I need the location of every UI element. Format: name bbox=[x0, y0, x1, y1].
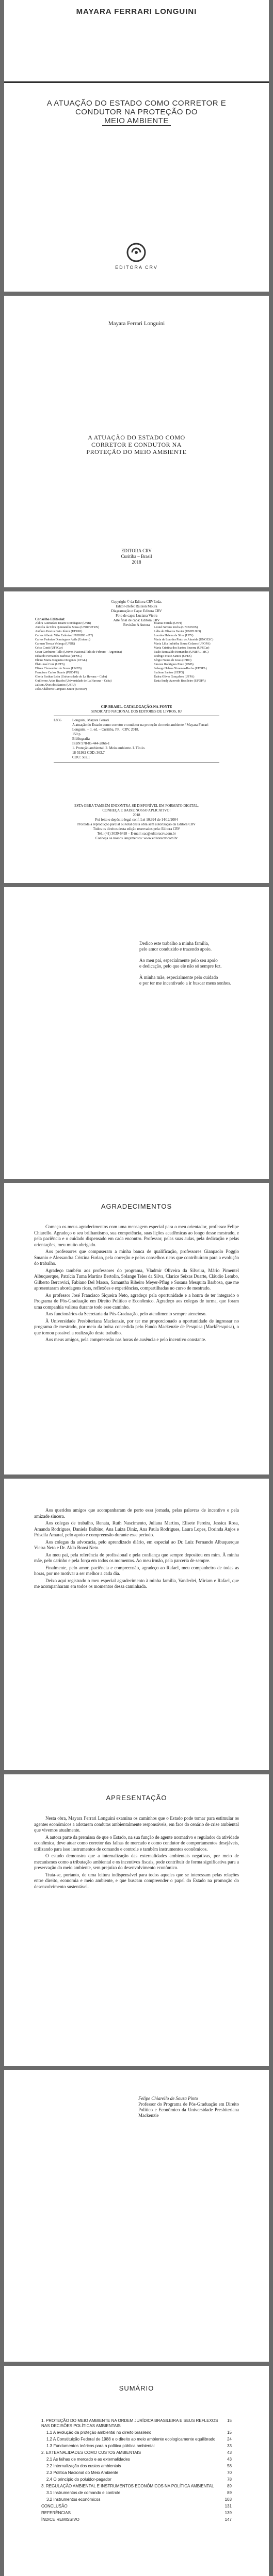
presentation-signoff-page bbox=[4, 2070, 269, 2362]
board-member-name: Antônio Pereira Gaio Júnior (UFRRJ) bbox=[35, 630, 83, 633]
signoff-role: Professor do Programa de Pós-Graduação em Direito Político e Econômico da Universidade Presbiteriana Mackenzie bbox=[138, 2102, 239, 2118]
presentation-paragraph: A autora parte da premissa de que o Estado, na sua função de agente normativo e regulador da atividade econômica, deve atuar como corretor das falhas de mercado e como condutor de comportamentos desejáveis, utilizando para isso instrumentos de comando e controle e também instrumentos econômicos. bbox=[34, 1834, 239, 1852]
board-member bbox=[154, 675, 242, 679]
board-member-name: Sérgio Nunes de Jesus (IFRO) bbox=[154, 659, 191, 662]
board-member-name: Celso Conti (UFSCar) bbox=[35, 647, 63, 650]
dedication-line: pelo amor conduzido e trazendo apoio. bbox=[139, 946, 212, 952]
summary-item-label: 3.1 Instrumentos de comando e controle bbox=[46, 2490, 121, 2495]
acknowledgement-paragraph: Ao meu pai, pela referência de profissional e pela confiança que sempre depositou em mim. À minha mãe, pelo carinho e pela força em todos os momentos. Ao meu irmão, pela parceria de sempre. bbox=[34, 1552, 239, 1563]
board-member-name: Jailson Alves dos Santos (UFRJ) bbox=[35, 684, 76, 687]
summary-item-label: 1.1 A evolução da proteção ambiental no direito brasileiro bbox=[46, 2430, 152, 2435]
board-member bbox=[154, 650, 242, 654]
board-right bbox=[154, 621, 242, 683]
cip-line: Bibliografia bbox=[72, 737, 90, 741]
board-member bbox=[154, 671, 242, 675]
copyright-foot bbox=[4, 804, 269, 841]
board-member-name: Leonel Severo Rocha (UNISINOS) bbox=[154, 626, 198, 629]
board-member-name: Elione Maria Nogueira Diogenes (UFAL) bbox=[35, 659, 87, 662]
board-member bbox=[35, 667, 123, 671]
board-member-name: Josania Portela (UFPI) bbox=[154, 622, 182, 625]
publisher-name: EDITORA CRV bbox=[121, 548, 152, 553]
summary-item-label: ÍNDICE REMISSIVO bbox=[41, 2517, 79, 2522]
board-member-name: Andréia da Silva Quintanilha Sousa (UNIR/UFRN) bbox=[35, 626, 99, 629]
publisher-city: Curitiba – Brasil bbox=[121, 554, 152, 559]
summary-item bbox=[41, 2464, 232, 2469]
summary-item-page: 89 bbox=[227, 2484, 232, 2488]
cip-block bbox=[54, 705, 219, 762]
board-member bbox=[154, 646, 242, 650]
summary-item-page: 58 bbox=[227, 2464, 232, 2468]
board-member-name: Guillermo Arias Beatón (Universidade de La Havana – Cuba) bbox=[35, 680, 112, 683]
dedication-line: À minha mãe, especialmente pelo cuidado bbox=[139, 975, 218, 980]
summary-item-page: 139 bbox=[224, 2511, 232, 2515]
summary-heading: SUMÁRIO bbox=[119, 2384, 154, 2392]
copyright-line: Editor-chefe: Railson Moura bbox=[116, 604, 157, 608]
summary-item-label: 1.2 A Constituição Federal de 1988 e o direito ao meio ambiente ecologicamente equilibrado bbox=[46, 2437, 216, 2442]
acknowledgement-paragraph: Aos meus amigos, pela compreensão nas horas de ausência e pelo incentivo constante. bbox=[45, 1337, 206, 1342]
cover-divider bbox=[4, 81, 269, 83]
copyright-foot-line: 2018 bbox=[133, 813, 140, 817]
board-member-name: João Adalberto Campato Junior (UNESP) bbox=[35, 688, 87, 691]
summary-item bbox=[41, 2470, 232, 2476]
summary-item bbox=[41, 2418, 232, 2429]
board-member bbox=[35, 671, 123, 675]
presentation-body bbox=[34, 1816, 239, 1891]
dedication-line: e dedicação, pelo que ele não só sempre fez. bbox=[139, 963, 222, 969]
acknowledgements-continued-page bbox=[4, 1479, 269, 1770]
copyright-foot-line: CONHEÇA E BAIXE NOSSO APLICATIVO! bbox=[102, 808, 171, 812]
summary-item bbox=[41, 2457, 232, 2462]
summary-item-page: 103 bbox=[224, 2497, 232, 2502]
title-page-author: Mayara Ferrari Longuini bbox=[108, 320, 165, 327]
summary-item-page: 78 bbox=[227, 2477, 232, 2482]
board-member-name: Eduardo Fernandes Barbosa (UFMG) bbox=[35, 655, 82, 658]
summary-item bbox=[41, 2484, 232, 2489]
summary-item bbox=[41, 2517, 232, 2522]
cover-title-line-3: MEIO AMBIENTE bbox=[102, 116, 171, 126]
summary-item bbox=[41, 2477, 232, 2482]
board-member-name: Maria Cristina dos Santos Bezerra (UFSCar) bbox=[154, 647, 210, 650]
cip-sub: SINDICATO NACIONAL DOS EDITORES DE LIVROS, RJ bbox=[91, 709, 182, 714]
summary-item-label: REFERÊNCIAS bbox=[41, 2511, 71, 2515]
summary-item-label: 2.1 As falhas de mercado e as externalidades bbox=[46, 2457, 130, 2462]
presentation-paragraph: Nesta obra, Mayara Ferrari Longuini examina os caminhos que o Estado pode tomar para estimular os agentes econômicos a adotarem condutas ambientalmente responsáveis, em face do cenário de crise ambiental que vivemos atualmente. bbox=[34, 1816, 239, 1833]
acknowledgement-paragraph: Deixo aqui registrado o meu especial agradecimento à minha família, Vanderlei, Miriam e Rafael, que me acompanharam em todos os momentos dessa caminhada. bbox=[34, 1578, 239, 1589]
dedication-line bbox=[139, 969, 250, 975]
title-line-1: A ATUAÇÃO DO ESTADO COMO bbox=[88, 434, 185, 441]
presentation-paragraph: Trata-se, portanto, de uma leitura indispensável para todos aqueles que se interessam pelas relações entre direito, economia e meio ambiente, e que buscam compreender o papel do Estado na promoção do desenvolvimento sustentável. bbox=[34, 1872, 239, 1889]
board-member-name: Rodrigo Pratte-Santos (UFES) bbox=[154, 655, 192, 658]
acknowledgement-paragraph: À Universidade Presbiteriana Mackenzie, por ter me proporcionado a oportunidade de ingressar no programa de mestrado, por meio da bolsa concedida pelo Fundo Mackenzie de Pesquisa (MackPesquisa), o que tornou possível a realização deste trabalho. bbox=[34, 1318, 239, 1335]
summary-item-page: 43 bbox=[227, 2457, 232, 2462]
acknowledgements-page bbox=[4, 1183, 269, 1475]
acknowledgements-continued-body bbox=[34, 1507, 239, 1591]
copyright-foot-line: Proibida a reprodução parcial ou total desta obra sem autorização da Editora CRV bbox=[77, 822, 196, 826]
board-member-name: Francisco Carlos Duarte (PUC-PR) bbox=[35, 671, 79, 674]
board-member bbox=[35, 687, 123, 691]
cip-body bbox=[72, 718, 219, 760]
copyright-line: Diagramação e Capa: Editora CRV bbox=[111, 609, 162, 613]
board-member-name: Élsio José Corá (UFFS) bbox=[35, 663, 65, 666]
summary-item-label: 3.2 Instrumentos econômicos bbox=[46, 2497, 101, 2502]
board-member bbox=[154, 625, 242, 630]
board-member-name: Carmen Tereza Velanga (UNIR) bbox=[35, 642, 75, 646]
acknowledgement-paragraph: Aos queridos amigos que acompanharam de perto essa jornada, pelas palavras de incentivo e pela amizade sincera. bbox=[34, 1507, 239, 1519]
title-line-3: PROTEÇÃO DO MEIO AMBIENTE bbox=[86, 448, 187, 455]
cip-line: ISBN 978-85-444-2866-1 bbox=[72, 741, 110, 745]
board-left bbox=[35, 621, 123, 691]
summary-item-page: 24 bbox=[227, 2437, 232, 2442]
board-member-name: Paulo Romualdo Hernandes (UNIFAL-MG) bbox=[154, 651, 209, 654]
cip-line: 1. Proteção ambiental. 2. Meio ambiente. I. Título. bbox=[72, 746, 146, 750]
cover-page bbox=[4, 0, 269, 292]
summary-item-page: 70 bbox=[227, 2470, 232, 2475]
board-member bbox=[35, 634, 123, 638]
publisher-logo-icon bbox=[126, 242, 147, 263]
title-page-title bbox=[51, 434, 222, 455]
acknowledgement-paragraph: Aos funcionários da Secretaria da Pós-Graduação, pelo atendimento sempre atencioso. bbox=[45, 1311, 207, 1316]
summary-item bbox=[41, 2430, 232, 2435]
board-member bbox=[154, 658, 242, 663]
summary-list bbox=[41, 2418, 232, 2524]
board-member bbox=[35, 650, 123, 654]
copyright-foot-line: Conheça os nossos lançamentos: www.editoracrv.com.br bbox=[95, 836, 178, 840]
board-member bbox=[35, 642, 123, 646]
cover-title-line-2: CONDUTOR NA PROTEÇÃO DO bbox=[75, 108, 198, 116]
cip-title: CIP-BRASIL. CATALOGAÇÃO-NA-FONTE bbox=[101, 705, 172, 709]
board-member-name: Tania Suely Azevedo Brasileiro (UFOPA) bbox=[154, 680, 206, 683]
board-member bbox=[154, 621, 242, 625]
summary-item-page: 131 bbox=[224, 2504, 232, 2509]
summary-item bbox=[41, 2511, 232, 2516]
board-member bbox=[35, 683, 123, 687]
copyright-foot-line: ESTA OBRA TAMBÉM ENCONTRA-SE DISPONÍVEL EM FORMATO DIGITAL. bbox=[74, 804, 199, 808]
copyright-line: Foto de capa: Luciana Vieira bbox=[116, 614, 157, 618]
dedication-line: Dedico este trabalho a minha família, bbox=[139, 941, 209, 946]
summary-page bbox=[4, 2366, 269, 2576]
board-member bbox=[154, 679, 242, 683]
title-line-2: CORRETOR E CONDUTOR NA bbox=[91, 441, 182, 448]
board-member-name: Tadeu Oliver Gonçalves (UFPA) bbox=[154, 675, 195, 679]
presentation-paragraph: O estudo demonstra que a internalização das externalidades ambientais negativas, por meio de mecanismos como a tributação ambiental e os incentivos fiscais, pode contribuir de forma significativa para a preservação do meio ambiente, sem prejuízo do desenvolvimento econômico. bbox=[34, 1853, 239, 1870]
board-member bbox=[154, 654, 242, 658]
board-member-name: Carlos Alberto Vilar Estêvão (UMINHO – PT) bbox=[35, 634, 93, 637]
publisher-year: 2018 bbox=[132, 560, 141, 565]
acknowledgement-paragraph: Começo os meus agradecimentos com uma mensagem especial para o meu orientador, professor Felipe Chiarello. Agradeço o seu brilhantismo, sua competência, suas lições acadêmicas ao longo desse mestrado, e pela paciência e o cuidado dispensado em cada encontro. Professor, pelas suas aulas, pela dedicação e pelas orientações, meu muito obrigado. bbox=[34, 1224, 239, 1247]
summary-item-page: 33 bbox=[227, 2444, 232, 2448]
copyright-foot-line: Tel.: (41) 3039-6418 – E-mail: sac@editoracrv.com.br bbox=[97, 832, 176, 836]
board-member bbox=[154, 634, 242, 638]
cip-line: CDU: 502.1 bbox=[72, 755, 90, 759]
board-member-name: Sydione Santos (UEPG) bbox=[154, 671, 184, 674]
dedication-line bbox=[139, 952, 250, 958]
summary-item-page: 147 bbox=[224, 2517, 232, 2522]
board-member-name: Lourdes Helena da Silva (UFV) bbox=[154, 634, 194, 637]
board-member-name: Cesar Gerónimo Tello (Univer. Nacional Três de Febrero – Argentina) bbox=[35, 651, 122, 654]
acknowledgement-paragraph: Aos colegas de trabalho, Renata, Ruth Nascimento, Juliana Martins, Elisete Pereira, Jessica Rosa, Amanda Rodrigues, Daniela Balbino, Ana Luiza Diniz, Ana Paula Rodrigues, Laura Lopes, Dorinda Anjos e Priscila Amaral, pelo apoio e compreensão durante esse período. bbox=[34, 1520, 239, 1537]
title-page bbox=[4, 296, 269, 587]
copyright-line: Arte final de capa: Editora CRV bbox=[113, 618, 160, 622]
copyright-foot-line: Todos os direitos desta edição reservados pela: Editora CRV bbox=[93, 827, 180, 831]
board-member bbox=[35, 675, 123, 679]
cip-line: Longuini, Mayara Ferrari bbox=[72, 718, 109, 722]
summary-item-page: 89 bbox=[227, 2490, 232, 2495]
dedication-text bbox=[139, 941, 250, 986]
board-member-name: Carlos Federico Dominguez Avila (Unieuro) bbox=[35, 638, 90, 641]
summary-item-label: 2.3 Política Nacional do Meio Ambiente bbox=[46, 2470, 119, 2475]
board-member bbox=[35, 654, 123, 658]
board-member bbox=[35, 625, 123, 630]
cip-code: L856 bbox=[54, 718, 61, 722]
acknowledgement-paragraph: Finalmente, pelo amor, paciência e compreensão, agradeço ao Rafael, meu companheiro de todas as horas, por me motivar a ser melhor a cada dia. bbox=[34, 1565, 239, 1576]
cip-line: 18-51992 CDD: 363.7 bbox=[72, 751, 105, 755]
board-member-name: Solange Helena Ximenes-Rocha (UFOPA) bbox=[154, 667, 207, 670]
board-member-name: Lídia de Oliveira Xavier (UNIEURO) bbox=[154, 630, 201, 633]
summary-item bbox=[41, 2444, 232, 2449]
board-title: Conselho Editorial: bbox=[35, 617, 66, 621]
board-member-name: Aldira Guimarães Duarte Domínguez (UNB) bbox=[35, 622, 91, 625]
summary-item bbox=[41, 2497, 232, 2502]
board-member bbox=[35, 658, 123, 663]
board-member bbox=[154, 630, 242, 634]
board-member bbox=[35, 638, 123, 642]
acknowledgement-paragraph: Aos professores que compuseram a minha banca de qualificação, professores Gianpaolo Poggio Smanio e Alessandra Cristina Furlan, pela correção e pelos conselhos ricos que contribuíram para a evolução do trabalho. bbox=[34, 1249, 239, 1266]
cover-title-line-1: A ATUAÇÃO DO ESTADO COMO CORRETOR E bbox=[46, 99, 227, 108]
title-page-publisher bbox=[4, 548, 269, 565]
board-member bbox=[35, 621, 123, 625]
board-member bbox=[35, 679, 123, 683]
cip-box bbox=[54, 716, 219, 762]
cover-title bbox=[25, 99, 248, 126]
acknowledgements-heading: AGRADECIMENTOS bbox=[101, 1202, 172, 1210]
board-member bbox=[35, 630, 123, 634]
summary-item-page: 43 bbox=[227, 2450, 232, 2455]
dedication-page bbox=[4, 887, 269, 1179]
board-member bbox=[154, 663, 242, 667]
dedication-line: e por ter me incentivado a ir buscar meus sonhos. bbox=[139, 980, 231, 986]
dedication-line: Ao meu pai, especialmente pelo seu apoio bbox=[139, 958, 218, 963]
board-member bbox=[154, 638, 242, 642]
board-member-name: Simone Rodrigues Pinto (UNB) bbox=[154, 663, 194, 666]
summary-item-label: CONCLUSÃO bbox=[41, 2504, 68, 2509]
summary-item-label: 1.3 Fundamentos teóricos para a política pública ambiental bbox=[46, 2444, 155, 2448]
acknowledgement-paragraph: Aos colegas da advocacia, pelo aprendizado diário, em especial ao Dr. Luiz Fernando Albuquerque Vieira Neto e Dr. Aldo Bonsi Neto. bbox=[34, 1539, 239, 1550]
summary-item bbox=[41, 2490, 232, 2496]
board-member bbox=[154, 642, 242, 646]
board-member bbox=[35, 646, 123, 650]
summary-item-label: 2.2 Internalização dos custos ambientais bbox=[46, 2464, 121, 2468]
summary-item-page: 15 bbox=[227, 2418, 232, 2423]
cip-line: A atuação do Estado como corretor e condutor na proteção do meio ambiente / Mayara Ferrari Longuini. – 1. ed. – Curitiba, PR : CRV, 2018. bbox=[72, 723, 208, 732]
summary-item bbox=[41, 2437, 232, 2442]
board-member bbox=[35, 663, 123, 667]
summary-item-label: 1. PROTEÇÃO DO MEIO AMBIENTE NA ORDEM JURÍDICA BRASILEIRA E SEUS REFLEXOS NAS DECISÕES POLÍTICAS AMBIENTAIS bbox=[41, 2418, 218, 2428]
cover-publisher: EDITORA CRV bbox=[115, 265, 158, 270]
acknowledgements-body bbox=[34, 1224, 239, 1344]
presentation-page bbox=[4, 1774, 269, 2066]
acknowledgement-paragraph: Agradeço também aos professores do programa, Vladmir Oliveira da Silveira, Mário Pimentel Albuquerque, Patrícia Tuma Martins Bertolin, Solange Teles da Silva, Clarice Seixas Duarte, Cláudio Lembo, Gilberto Bercovici, Fabiano Del Masso, Samantha Ribeiro Meyer-Pflug e Susana Mesquita Barbosa, que me apresentaram abordagens ricas, reflexões e experiências, compartilhadas no curso de mestrado. bbox=[34, 1267, 239, 1291]
presentation-heading: APRESENTAÇÃO bbox=[106, 1794, 167, 1802]
copyright-line: Revisão: A Autora bbox=[123, 623, 150, 627]
board-member-name: Elizeu Clementino de Souza (UNEB) bbox=[35, 667, 82, 670]
copyright-foot-line: Foi feito o depósito legal conf. Lei 10.994 de 14/12/2004 bbox=[95, 818, 178, 822]
signoff-name: Felipe Chiarello de Souza Pinto bbox=[138, 2096, 198, 2101]
summary-item-label: 2.4 O princípio do poluidor-pagador bbox=[46, 2477, 111, 2482]
presentation-signoff bbox=[138, 2096, 239, 2119]
summary-item-label: 3. REGULAÇÃO AMBIENTAL E INSTRUMENTOS ECONÔMICOS NA POLÍTICA AMBIENTAL bbox=[41, 2484, 214, 2488]
acknowledgement-paragraph: Ao professor José Francisco Siqueira Neto, agradeço pela oportunidade e a honra de ter integrado o Programa de Pós-Graduação em Direito Político e Econômico. Agradeço aos colegas de turma, que foram uma companhia valiosa durante todo esse caminho. bbox=[34, 1292, 239, 1310]
summary-item bbox=[41, 2450, 232, 2455]
board-member bbox=[154, 667, 242, 671]
board-member-name: Gloria Fariñas León (Universidade de La Havana – Cuba) bbox=[35, 675, 107, 679]
board-member-name: Maria de Lourdes Pinto de Almeida (UNOESC) bbox=[154, 638, 214, 641]
copyright-page bbox=[4, 591, 269, 883]
summary-item bbox=[41, 2504, 232, 2509]
cover-author: MAYARA FERRARI LONGUINI bbox=[76, 7, 197, 16]
summary-item-page: 15 bbox=[227, 2430, 232, 2435]
copyright-line: Copyright © da Editora CRV Ltda. bbox=[111, 600, 162, 604]
summary-item-label: 2. EXTERNALIDADES COMO CUSTOS AMBIENTAIS bbox=[41, 2450, 141, 2455]
cip-line: 150 p. bbox=[72, 732, 82, 736]
board-member-name: Maria Lília Imbiriba Sousa Colares (UFOPA) bbox=[154, 642, 211, 646]
